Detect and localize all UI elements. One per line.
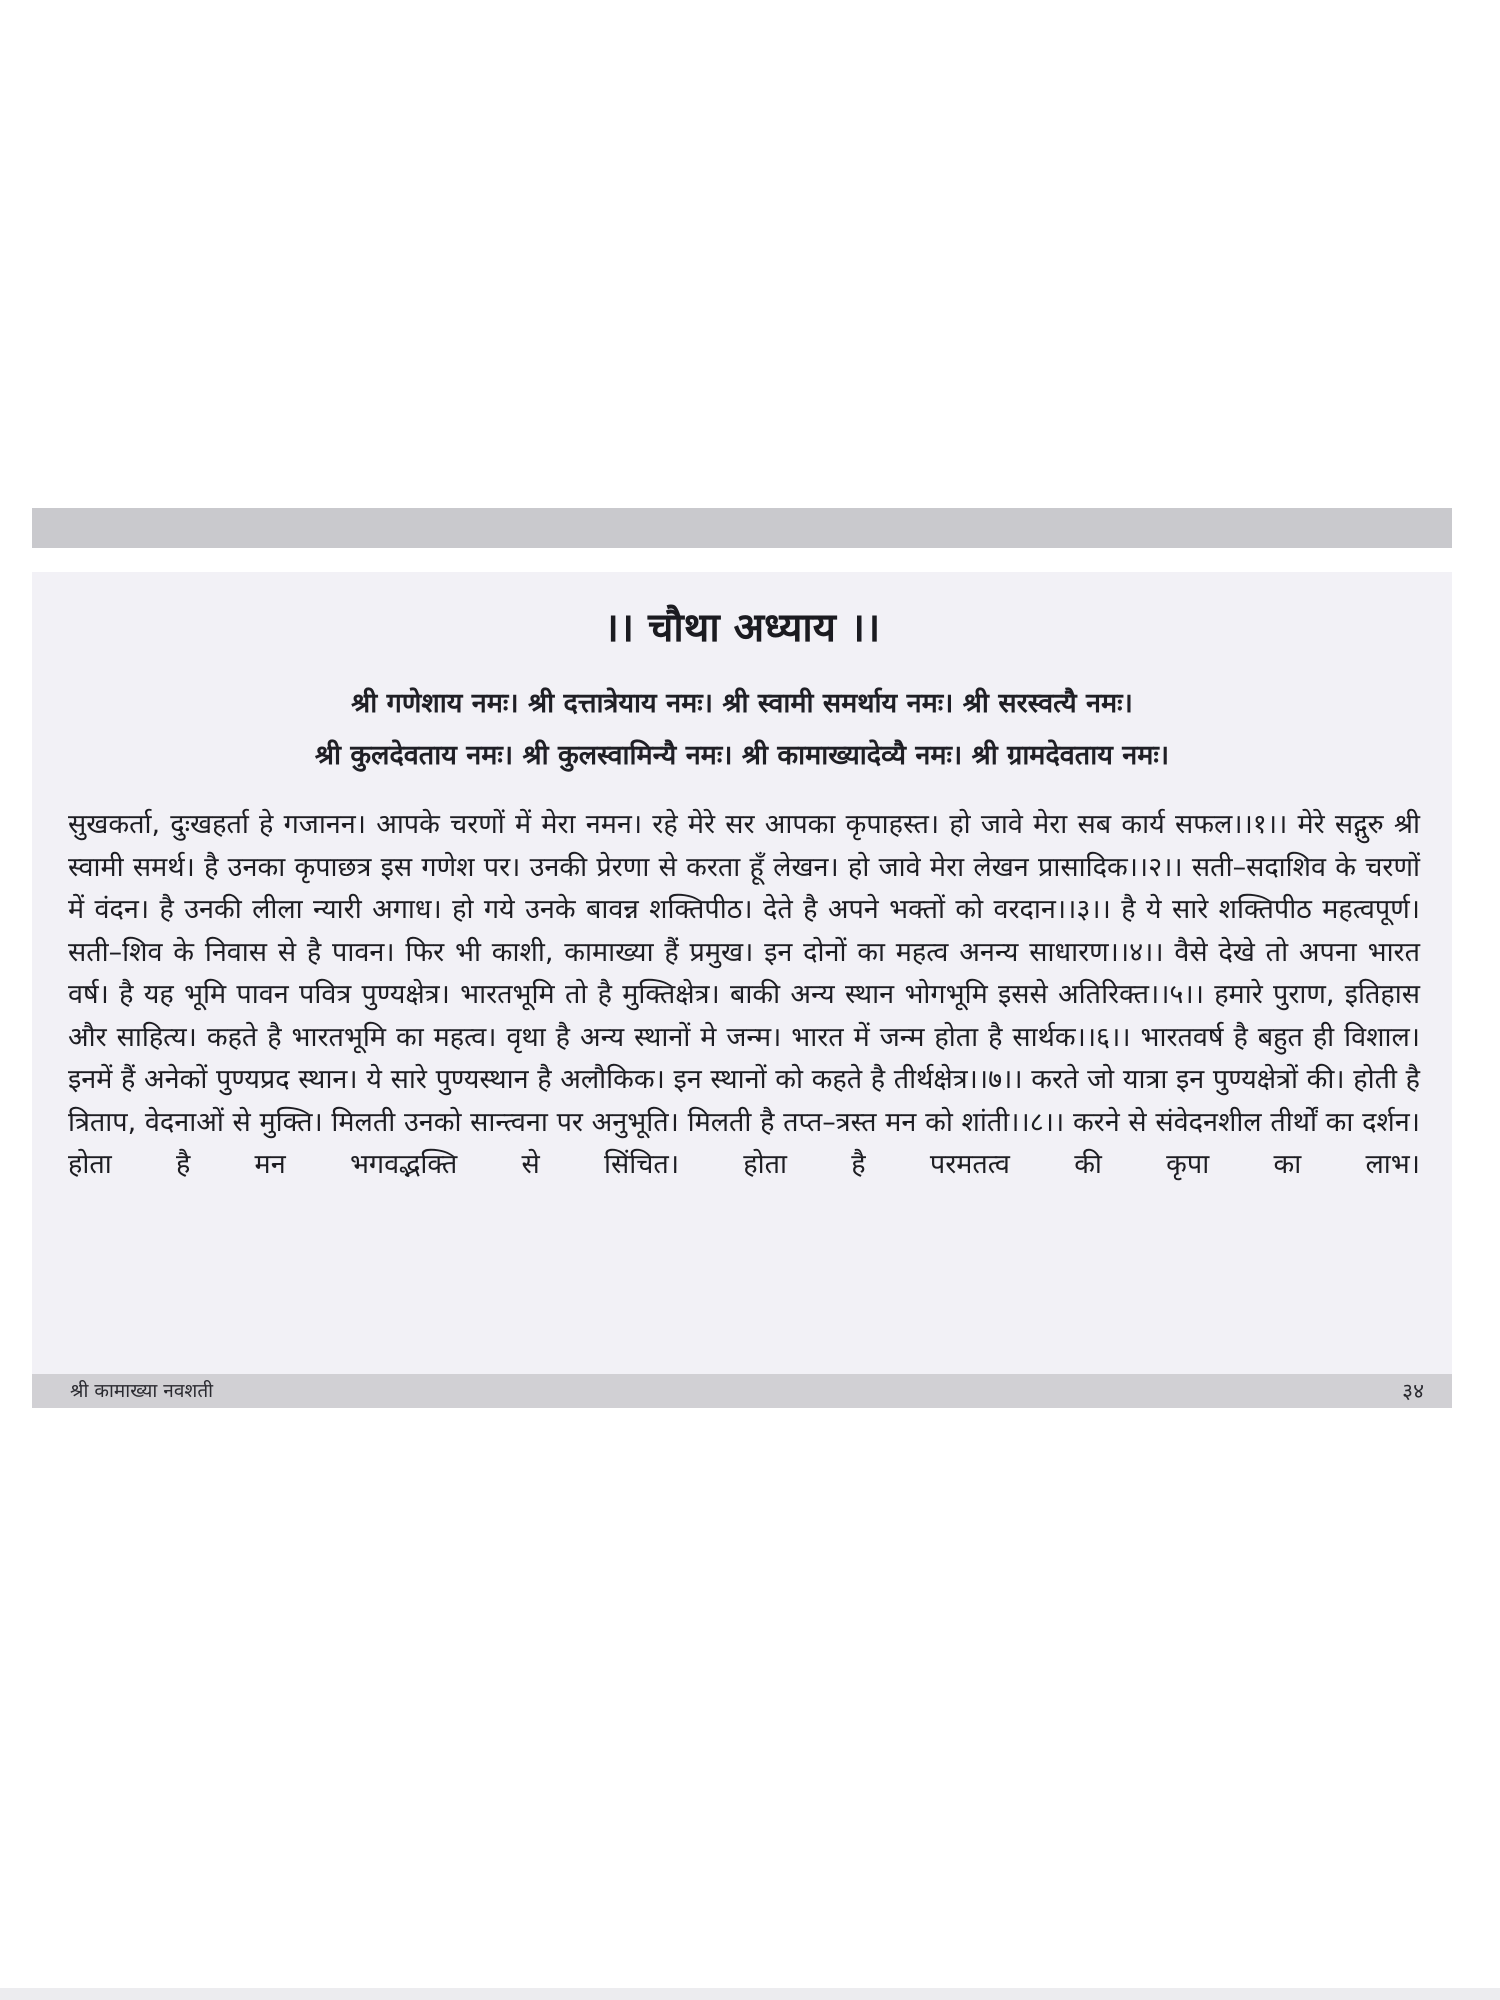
page-number: ३४ xyxy=(1402,1379,1424,1403)
verse-body: सुखकर्ता, दुःखहर्ता हे गजानन। आपके चरणों में मेरा नमन। रहे मेरे सर आपका कृपाहस्त। हो जावे मेरा सब कार्य सफल।।१।। मेरे सद्गुरु श्री स्वामी समर्थ। है उनका कृपाछत्र इस गणेश पर। उनकी प्रेरणा से करता हूँ लेखन। हो जावे मेरा लेखन प्रासादिक।।२।। सती–सदाशिव के चरणों में वंदन। है उनकी लीला न्यारी अगाध। हो गये उनके बावन्न शक्तिपीठ। देते है अपने भक्तों को वरदान।।३।। है ये सारे शक्तिपीठ महत्वपूर्ण। सती–शिव के निवास से है पावन। फिर भी काशी, कामाख्या हैं प्रमुख। इन दोनों का महत्व अनन्य साधारण।।४।। वैसे देखे तो अपना भारत वर्ष। है यह भूमि पावन पवित्र पुण्यक्षेत्र। भारतभूमि तो है मुक्तिक्षेत्र। बाकी अन्य स्थान भोगभूमि इससे अतिरिक्त।।५।। हमारे पुराण, इतिहास और साहित्य। कहते है भारतभूमि का महत्व। वृथा है अन्य स्थानों मे जन्म। भारत में जन्म होता है सार्थक।।६।। भारतवर्ष है बहुत ही विशाल। इनमें हैं अनेकों पुण्यप्रद स्थान। ये सारे पुण्यस्थान है अलौकिक। इन स्थानों को कहते है तीर्थक्षेत्र।।७।। करते जो यात्रा इन पुण्यक्षेत्रों की। होती है त्रिताप, वेदनाओं से मुक्ति। मिलती उनको सान्त्वना पर अनुभूति। मिलती है तप्त–त्रस्त मन को शांती।।८।। करने से संवेदनशील तीर्थों का दर्शन। होता है मन भगवद्भक्ति से सिंचित। होता है परमतत्व की कृपा का लाभ। xyxy=(68,809,1420,1180)
scan-bottom-edge xyxy=(0,1988,1500,2000)
invocation-line-1: श्री गणेशाय नमः। श्री दत्तात्रेयाय नमः। श्री स्वामी समर्थाय नमः। श्री सरस्वत्यै नमः। xyxy=(351,688,1133,719)
chapter-title: ।। चौथा अध्याय ।। xyxy=(603,605,881,651)
invocation-line-2: श्री कुलदेवताय नमः। श्री कुलस्वामिन्यै नमः। श्री कामाख्यादेव्यै नमः। श्री ग्रामदेवताय नमः। xyxy=(314,740,1170,771)
header-band xyxy=(32,508,1452,548)
footer-book-title: श्री कामाख्या नवशती xyxy=(70,1380,214,1402)
footer-band xyxy=(32,1374,1452,1408)
page-panel xyxy=(32,572,1452,1374)
